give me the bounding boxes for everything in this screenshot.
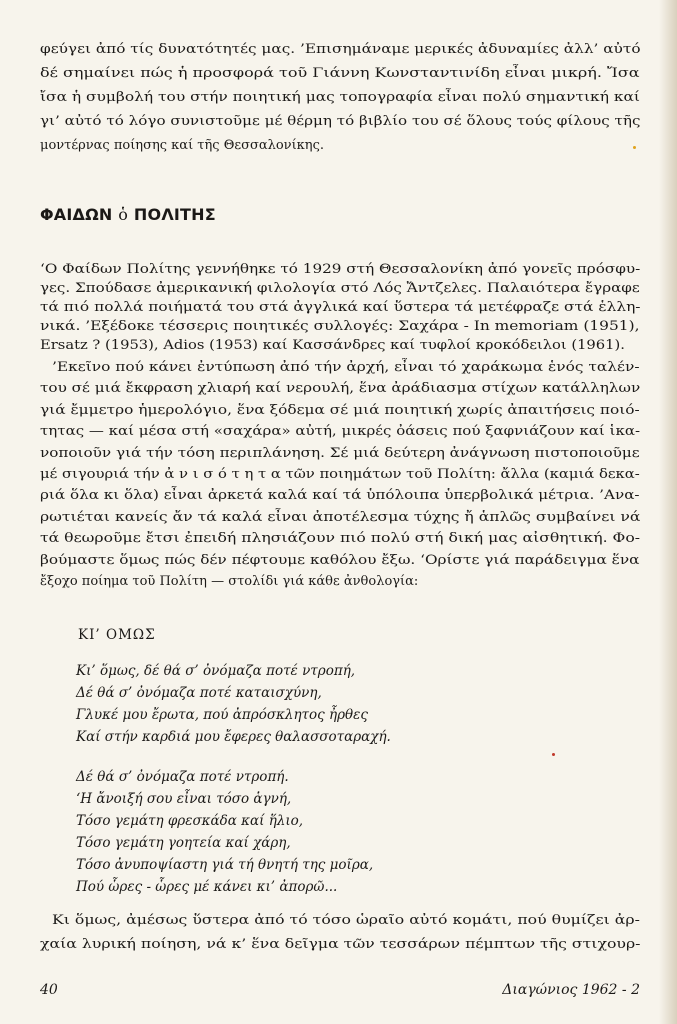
poem-line: Κι’ ὅμως, δέ θά σ’ ὀνόμαζα ποτέ ντροπή, [76,663,356,679]
poem-line: Δέ θά σ’ ὀνόμαζα ποτέ καταισχύνη, [76,685,322,701]
text-line: δέ σημαίνει πώς ἡ προσφορά τοῦ Γιάννη Κωνσταντινίδη εἶναι μικρή. Ἴσα [40,66,640,81]
poem-line: Τόσο γεμάτη γοητεία καί χάρη, [76,835,291,851]
poem-line: Δέ θά σ’ ὀνόμαζα ποτέ ντροπή. [76,769,289,785]
text-line: ἔξοχο ποίημα τοῦ Πολίτη — στολίδι γιά κάθε ἀνθολογία: [40,574,419,589]
text-line: Ersatz ? (1953), Adios (1953) καί Κασσάνδρες καί τυφλοί κροκόδειλοι (1961). [40,338,625,353]
text-line: τητας — καί μέσα στή «σαχάρα» αὐτή, μικρές ὀάσεις πού ξαφνιάζουν καί ἱκα- [40,424,641,439]
text-line: τά πιό πολλά ποιήματά του στά ἀγγλικά καί ὕστερα τά μετέφραζε στά ἑλλη- [40,300,641,315]
text-line: μέ σιγουριά τήν ἀ ν ι σ ό τ η τ α τῶν ποιημάτων τοῦ Πολίτη: ἄλλα (καμιά δεκα- [40,467,640,482]
text-line: τά θεωροῦμε ἔτσι ἐπειδή πλησιάζουν πιό πολύ στή δική μας αἰσθητική. Φο- [40,531,641,546]
text-line: μοντέρνας ποίησης καί τῆς Θεσσαλονίκης. [40,138,325,153]
ink-speck [633,146,636,149]
text-line: γι’ αὐτό τό λόγο συνιστοῦμε μέ θέρμη τό βιβλίο του σέ ὅλους τούς φίλους τῆς [40,114,641,129]
text-line: ‘Ο Φαίδων Πολίτης γεννήθηκε τό 1929 στή Θεσσαλονίκη ἀπό γονεῖς πρόσφυ- [40,262,641,277]
poem-line: ‘Η ἄνοιξή σου εἶναι τόσο ἁγνή, [76,791,292,807]
poem-line: Γλυκέ μου ἔρωτα, πού ἀπρόσκλητος ἦρθες [76,707,368,723]
ink-speck [552,753,555,756]
text-line: νοποιοῦν γιά τήν τόση περιπλάνηση. Σέ μιά δεύτερη ἀνάγνωση πιστοποιοῦμε [40,446,640,461]
poem-line: Τόσο γεμάτη φρεσκάδα καί ἥλιο, [76,813,304,829]
issue-label: Διαγώνιος 1962 - 2 [502,982,640,998]
section-heading [40,205,216,224]
text-line: βούμαστε ὅμως πώς δέν πέφτουμε καθόλου ἔξω. ‘Ορίστε γιά παράδειγμα ἕνα [40,553,640,568]
poem-line: Πού ὧρες - ὧρες μέ κάνει κι’ ἀπορῶ... [76,879,338,895]
heading-article: ὁ [118,205,129,224]
text-line: ρωτιέται κανείς ἄν τά καλά εἶναι ἀποτέλεσμα τύχης ἤ ἁπλῶς συμβαίνει νά [40,510,641,525]
page-number: 40 [40,982,58,998]
text-line: Κι ὅμως, ἀμέσως ὕστερα ἀπό τό τόσο ὡραῖο αὐτό κομάτι, πού θυμίζει ἀρ- [52,913,640,928]
text-line: ’Εκεῖνο πού κάνει ἐντύπωση ἀπό τήν ἀρχή, εἶναι τό χαράκωμα ἑνός ταλέν- [52,360,640,375]
poem-line: Τόσο ἀνυποψίαστη γιά τή θνητή της μοῖρα, [76,857,374,873]
text-line: νικά. ’Εξέδοκε τέσσερις ποιητικές συλλογές: Σαχάρα - In memoriam (1951), [40,319,640,334]
text-line: ριά ὅλα κι ὅλα) εἶναι ἀρκετά καλά καί τά ὑπόλοιπα ὑπερβολικά μέτρια. ’Ανα- [40,488,640,503]
text-line: γες. Σπούδασε ἀμερικανική φιλολογία στό Λός Ἄντζελες. Παλαιότερα ἔγραφε [40,281,640,296]
page-edge-shadow [659,0,677,1024]
poem-line: Καί στήν καρδιά μου ἔφερες θαλασσοταραχή. [76,729,391,745]
text-line: ἴσα ἡ συμβολή του στήν ποιητική μας τοπογραφία εἶναι πολύ σημαντική καί [40,90,640,105]
heading-name: ΦΑΙΔΩΝ [40,205,113,224]
text-line: γιά ἔμμετρο ἡμερολόγιο, ἕνα ξόδεμα σέ μιά ποιητική χωρίς ἀπαιτήσεις ποιό- [40,403,640,418]
text-line: του σέ μιά ἔκφραση χλιαρή καί νερουλή, ἕνα ἀράδιασμα στίχων κατάλληλων [40,381,641,396]
text-line: φεύγει ἀπό τίς δυνατότητές μας. ’Επισημάναμε μερικές ἀδυναμίες ἀλλ’ αὐτό [40,42,641,57]
heading-surname: ΠΟΛΙΤΗΣ [133,205,216,224]
poem-title: ΚΙ’ ΟΜΩΣ [78,627,156,643]
text-line: χαία λυρική ποίηση, νά κ’ ἕνα δεῖγμα τῶν τεσσάρων πέμπτων τῆς στιχουρ- [40,937,641,952]
